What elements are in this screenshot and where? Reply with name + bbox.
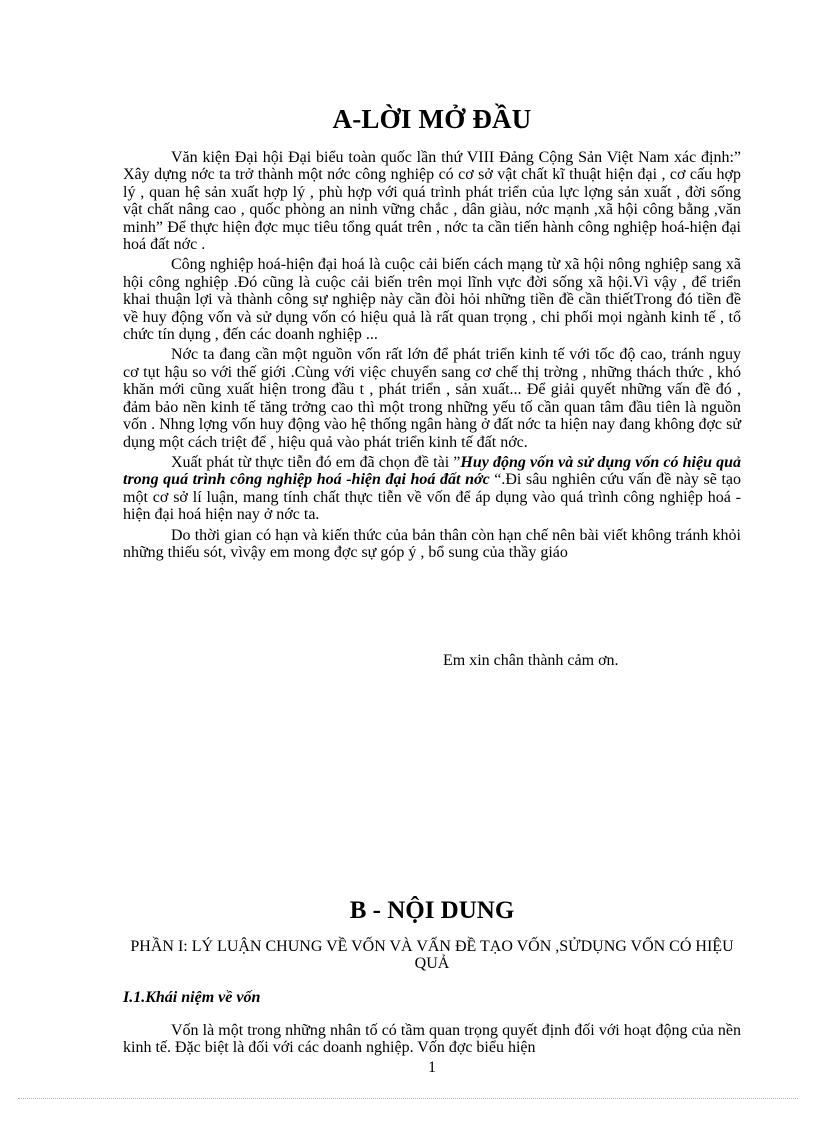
paragraph-2: Công nghiệp hoá-hiện đại hoá là cuộc cải biến cách mạng từ xã hội nông nghiệp sang xã hội công nghiệp .Đó cũng là cuộc cải biến trên mọi lĩnh vực đời sống xã hội.Vì vậy , để triển khai thuận lợi và thành công sự nghiệp này cần đòi hỏi những tiền đề cần thiếtTrong đó tiền đề về huy động vốn và sử dụng vốn có hiệu quả là rất quan trọng , chi phối mọi ngành kinh tế , tổ chức tín dụng , đến các doanh nghiệp ... — [123, 256, 741, 344]
page-break-line — [18, 1098, 798, 1099]
paragraph-closing: Do thời gian có hạn và kiến thức của bản thân còn hạn chế nên bài viết không tránh khỏi những thiếu sót, vìvậy em mong đợc sự góp ý , bổ sung của thầy giáo — [123, 526, 741, 561]
heading-introduction: A-LỜI MỞ ĐẦU — [332, 104, 532, 134]
thanks-line: Em xin chân thành cảm ơn. — [443, 652, 619, 669]
page-number: 1 — [428, 1059, 436, 1076]
heading-content: B - NỘI DUNG — [349, 897, 515, 924]
topic-after-text: “.Đi sâu nghiên cứu vấn đề này sẽ tạo một cơ sở lí luận, mang tính chất thực tiễn về vốn để áp dụng vào quá trình công nghiệp hoá - hiện đại hoá hiện nay ở nớc ta. — [123, 471, 741, 524]
paragraph-3: Nớc ta đang cần một nguồn vốn rất lớn để phát triển kinh tế với tốc độ cao, tránh nguy cơ tụt hậu so với thế giới .Cùng với việc chuyển sang cơ chế thị trờng , những thách thức , khó khăn mới cũng xuất hiện trong đầu t , phát triển , sản xuất... Để giải quyết những vấn đề đó , đảm bảo nền kinh tế tăng trởng cao thì một trong những yếu tố cần quan tâm đầu tiên là nguồn vốn . Nhng lợng vốn huy động vào hệ thống ngân hàng ở đất nớc ta hiện nay đang không đợc sử dụng một cách triệt để , hiệu quả vào phát triển kinh tế đất nớc. — [123, 346, 741, 451]
paragraph-topic — [123, 454, 741, 524]
introduction-body — [123, 149, 741, 564]
section-title: I.1.Khái niệm về vốn — [123, 989, 261, 1006]
topic-title: Huy động vốn và sử dụng vốn có hiệu quả trong quá trình công nghiệp hoá -hiện đại hoá đất nớc — [123, 453, 742, 489]
topic-intro-text: Xuất phát từ thực tiễn đó em đã chọn đề tài ” — [171, 453, 461, 471]
part-title: PHẦN I: LÝ LUẬN CHUNG VỀ VỐN VÀ VẤN ĐỀ TẠO VỐN ,SỬDỤNG VỐN CÓ HIỆU QUẢ — [130, 938, 734, 972]
paragraph-capital-definition: Vốn là một trong những nhân tố có tầm quan trọng quyết định đối với hoạt động của nền kinh tế. Đặc biệt là đối với các doanh nghiệp. Vốn đợc biểu hiện — [123, 1022, 741, 1057]
paragraph-1: Văn kiện Đại hội Đại biểu toàn quốc lần thứ VIII Đảng Cộng Sản Việt Nam xác định:” Xây dựng nớc ta trở thành một nớc công nghiệp có cơ sở vật chất kĩ thuật hiện đại , cơ cấu hợp lý , quan hệ sản xuất hợp lý , phù hợp với quá trình phát triển của lực lợng sản xuất , đời sống vật chất nâng cao , quốc phòng an ninh vững chắc , dân giàu, nớc mạnh ,xã hội công bằng ,văn minh” Để thực hiện đợc mục tiêu tổng quát trên , nớc ta cần tiến hành công nghiệp hoá-hiện đại hoá đất nớc . — [123, 149, 741, 254]
